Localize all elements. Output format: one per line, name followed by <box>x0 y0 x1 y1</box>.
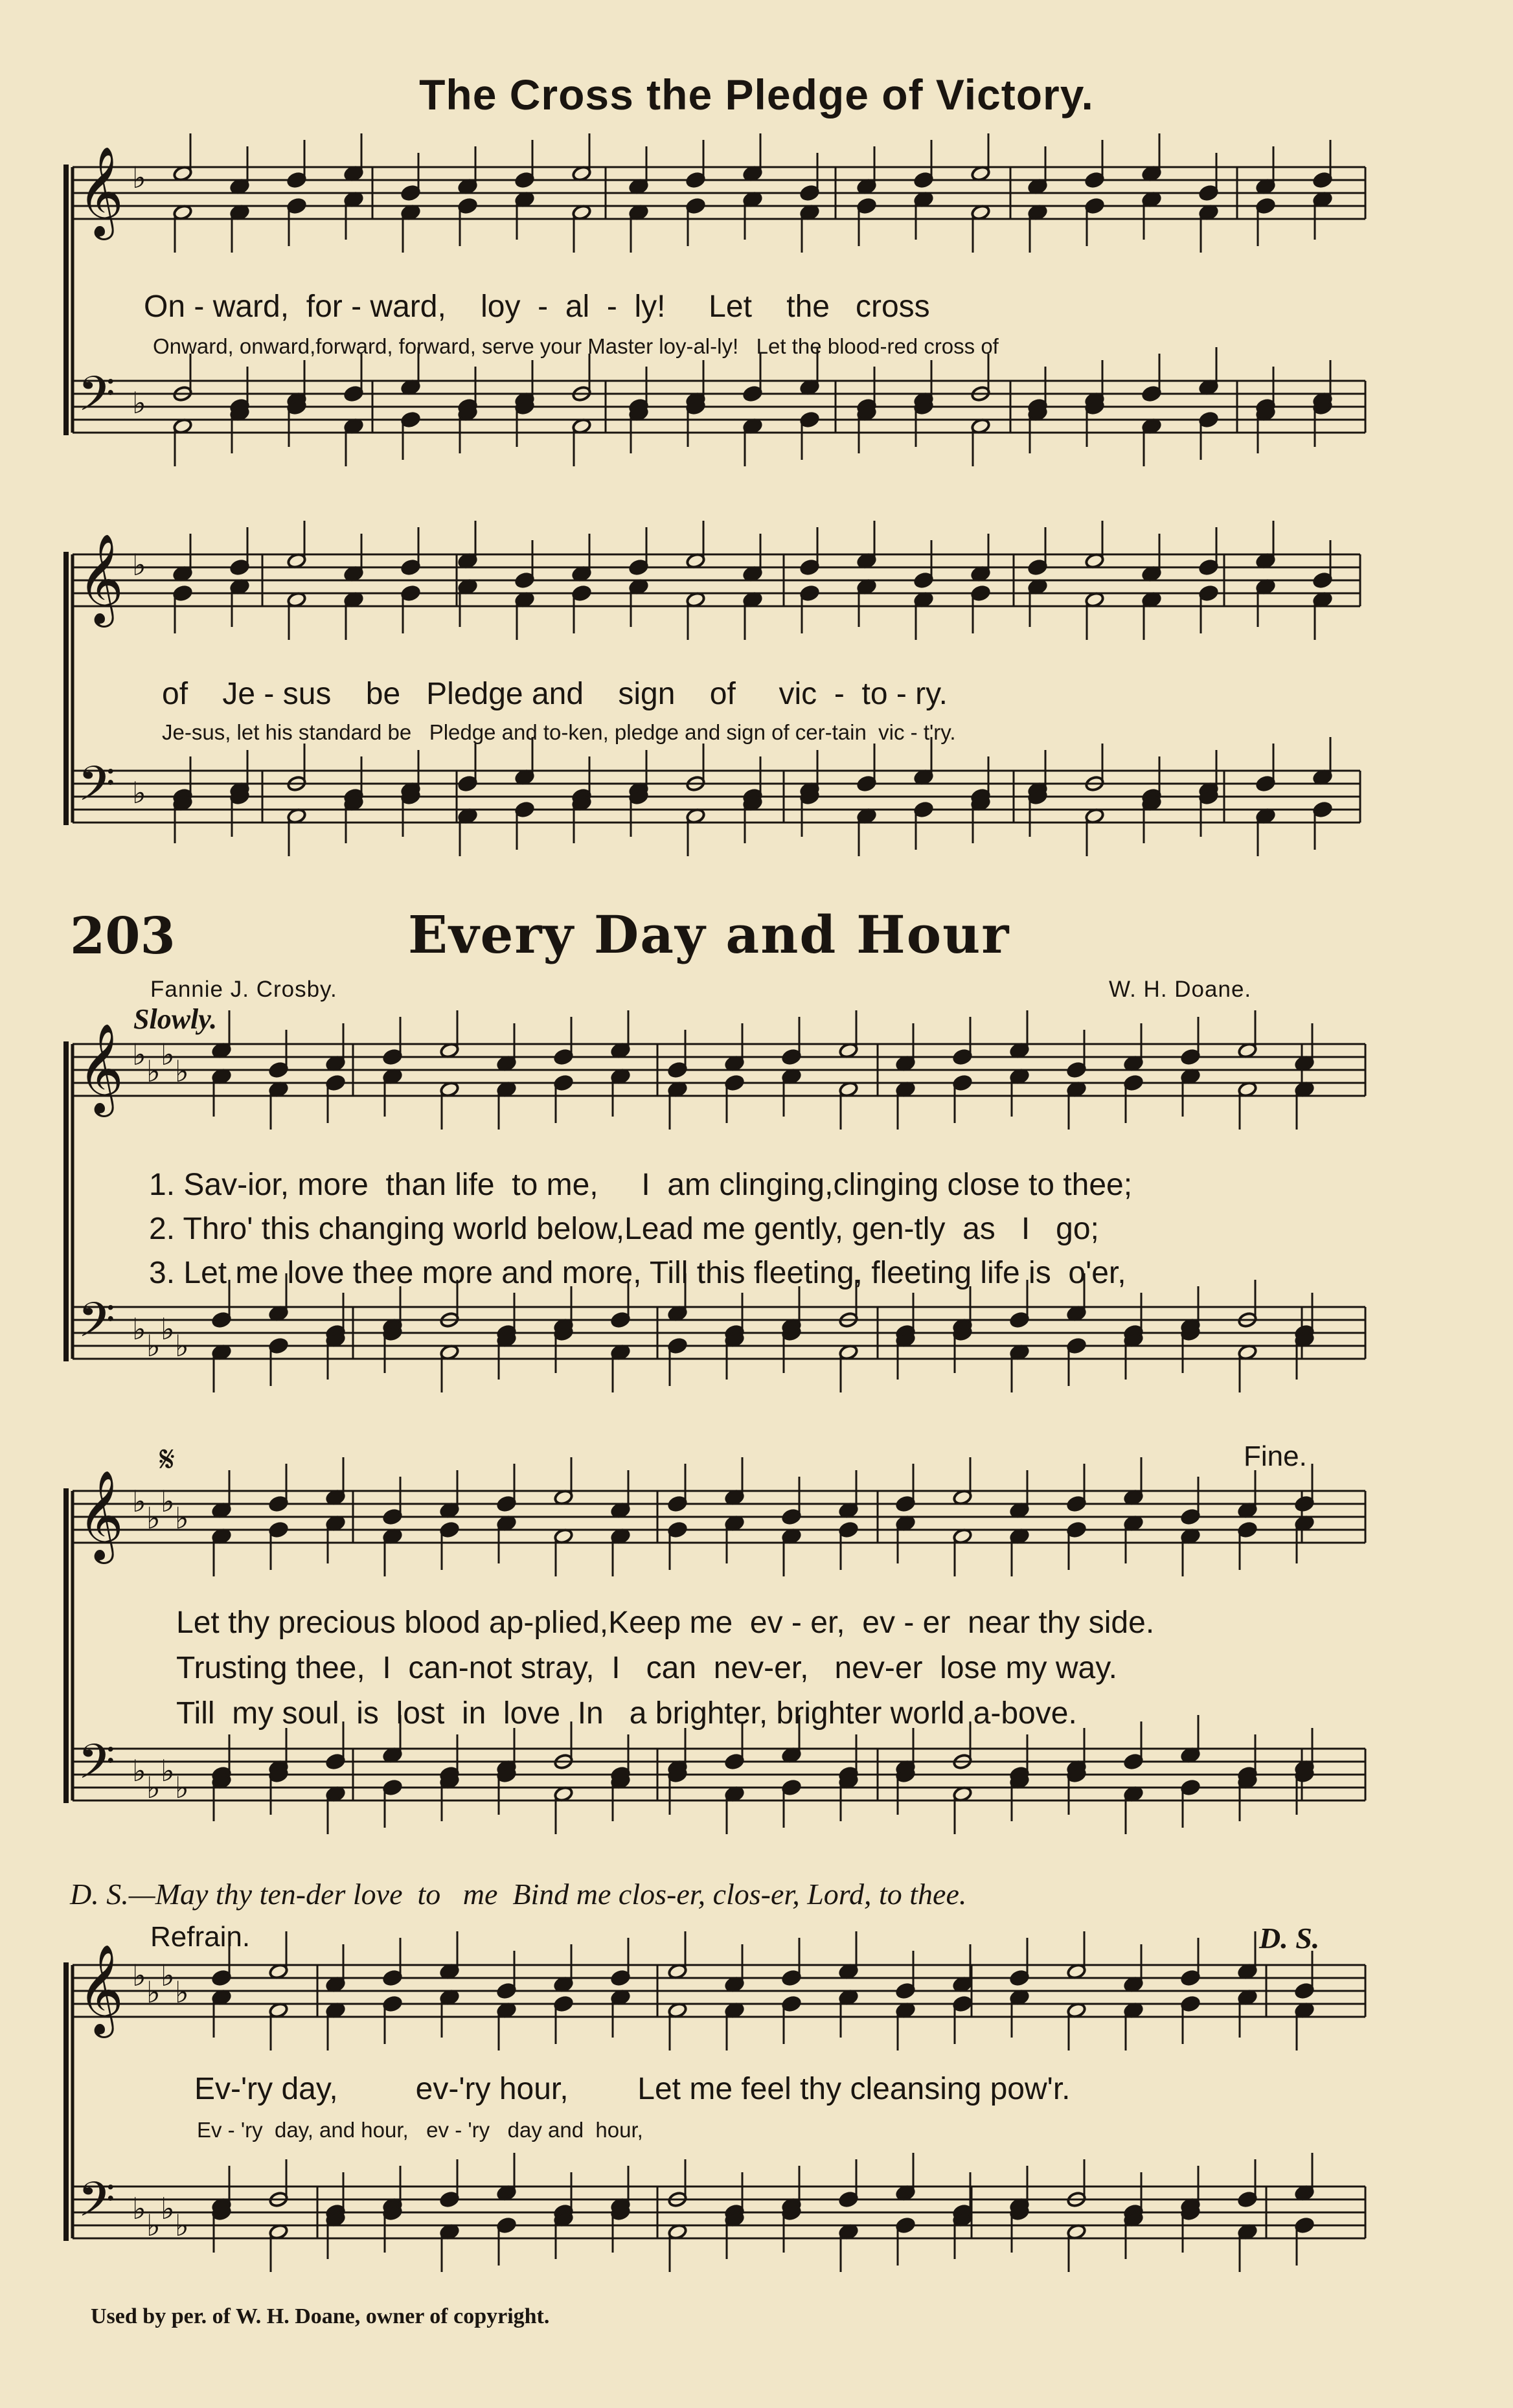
flat-icon: ♭ <box>132 160 146 195</box>
flat-icon: ♭ <box>132 1484 146 1519</box>
clef-icon: 𝄞 <box>78 1944 124 2034</box>
fine-label: Fine. <box>1244 1440 1307 1472</box>
segno-icon: 𝄋 <box>159 1438 176 1481</box>
verse-3-line-a: 3. Let me love thee more and more, Till this fleeting, fleeting life is o'er, <box>149 1256 1126 1290</box>
tempo-marking: Slowly. <box>133 1003 218 1035</box>
hymn-title: Every Day and Hour <box>408 904 1010 965</box>
clef-icon: 𝄢 <box>78 366 115 434</box>
verse-1-line-a: 1. Sav-ior, more than life to me, I am clinging,clinging close to thee; <box>149 1168 1133 1202</box>
flat-icon: ♭ <box>146 1975 161 2010</box>
verse-1-line-b: Let thy precious blood ap-plied,Keep me ev - er, ev - er near thy side. <box>176 1606 1155 1640</box>
flat-icon: ♭ <box>146 2208 161 2243</box>
flat-icon: ♭ <box>146 1328 161 1363</box>
composer-credit: W. H. Doane. <box>1109 977 1252 1002</box>
dal-segno-lyrics: D. S.—May thy ten-der love to me Bind me clos-er, clos-er, Lord, to thee. <box>70 1878 967 1911</box>
flat-icon: ♭ <box>132 547 146 582</box>
flat-icon: ♭ <box>161 2191 175 2226</box>
clef-icon: 𝄢 <box>78 1292 115 1360</box>
verse-2-line-b: Trusting thee, I can-not stray, I can nev-er, nev-er lose my way. <box>176 1651 1118 1685</box>
copyright-footer: Used by per. of W. H. Doane, owner of copyright. <box>91 2304 550 2328</box>
verse-3-line-b: Till my soul is lost in love In a brighter, brighter world a-bove. <box>176 1696 1077 1731</box>
flat-icon: ♭ <box>146 1770 161 1805</box>
flat-icon: ♭ <box>146 1501 161 1536</box>
flat-icon: ♭ <box>132 1312 146 1346</box>
previous-hymn-title: The Cross the Pledge of Victory. <box>419 71 1094 119</box>
flat-icon: ♭ <box>161 1312 175 1346</box>
flat-icon: ♭ <box>132 1037 146 1072</box>
author-credit: Fannie J. Crosby. <box>150 977 337 1002</box>
dal-segno-mark: D. S. <box>1259 1922 1320 1955</box>
flat-icon: ♭ <box>175 1770 189 1805</box>
verse-2-line-a: 2. Thro' this changing world below,Lead me gently, gen-tly as I go; <box>149 1212 1099 1246</box>
previous-hymn-alto-lyrics-line2: Je-sus, let his standard be Pledge and to-ken, pledge and sign of cer-tain vic - t'ry. <box>162 720 956 744</box>
flat-icon: ♭ <box>132 2191 146 2226</box>
flat-icon: ♭ <box>132 1753 146 1788</box>
flat-icon: ♭ <box>161 1037 175 1072</box>
previous-hymn-lyrics-line1: On - ward, for - ward, loy - al - ly! Let the cross <box>144 290 930 324</box>
refrain-alto-lyrics: Ev - 'ry day, and hour, ev - 'ry day and hour, <box>197 2118 643 2142</box>
flat-icon: ♭ <box>175 1975 189 2010</box>
clef-icon: 𝄢 <box>78 1734 115 1802</box>
flat-icon: ♭ <box>161 1484 175 1519</box>
flat-icon: ♭ <box>132 1958 146 1993</box>
flat-icon: ♭ <box>161 1753 175 1788</box>
previous-hymn-lyrics-line2: of Je - sus be Pledge and sign of vic - to - ry. <box>162 677 948 711</box>
flat-icon: ♭ <box>132 385 146 420</box>
clef-icon: 𝄞 <box>78 1023 124 1113</box>
flat-icon: ♭ <box>146 1054 161 1089</box>
clef-icon: 𝄢 <box>78 756 115 824</box>
flat-icon: ♭ <box>175 2208 189 2243</box>
refrain-lyrics: Ev-'ry day, ev-'ry hour, Let me feel thy cleansing pow'r. <box>194 2072 1071 2106</box>
clef-icon: 𝄞 <box>78 146 124 236</box>
clef-icon: 𝄞 <box>78 534 124 624</box>
flat-icon: ♭ <box>175 1054 189 1089</box>
refrain-label: Refrain. <box>150 1921 251 1953</box>
flat-icon: ♭ <box>161 1958 175 1993</box>
clef-icon: 𝄢 <box>78 2172 115 2240</box>
flat-icon: ♭ <box>132 775 146 810</box>
clef-icon: 𝄞 <box>78 1470 124 1560</box>
hymn-number: 203 <box>70 907 176 966</box>
previous-hymn-alto-lyrics-line1: Onward, onward,forward, forward, serve your Master loy-al-ly! Let the blood-red cross of <box>153 334 999 358</box>
flat-icon: ♭ <box>175 1501 189 1536</box>
flat-icon: ♭ <box>175 1328 189 1363</box>
